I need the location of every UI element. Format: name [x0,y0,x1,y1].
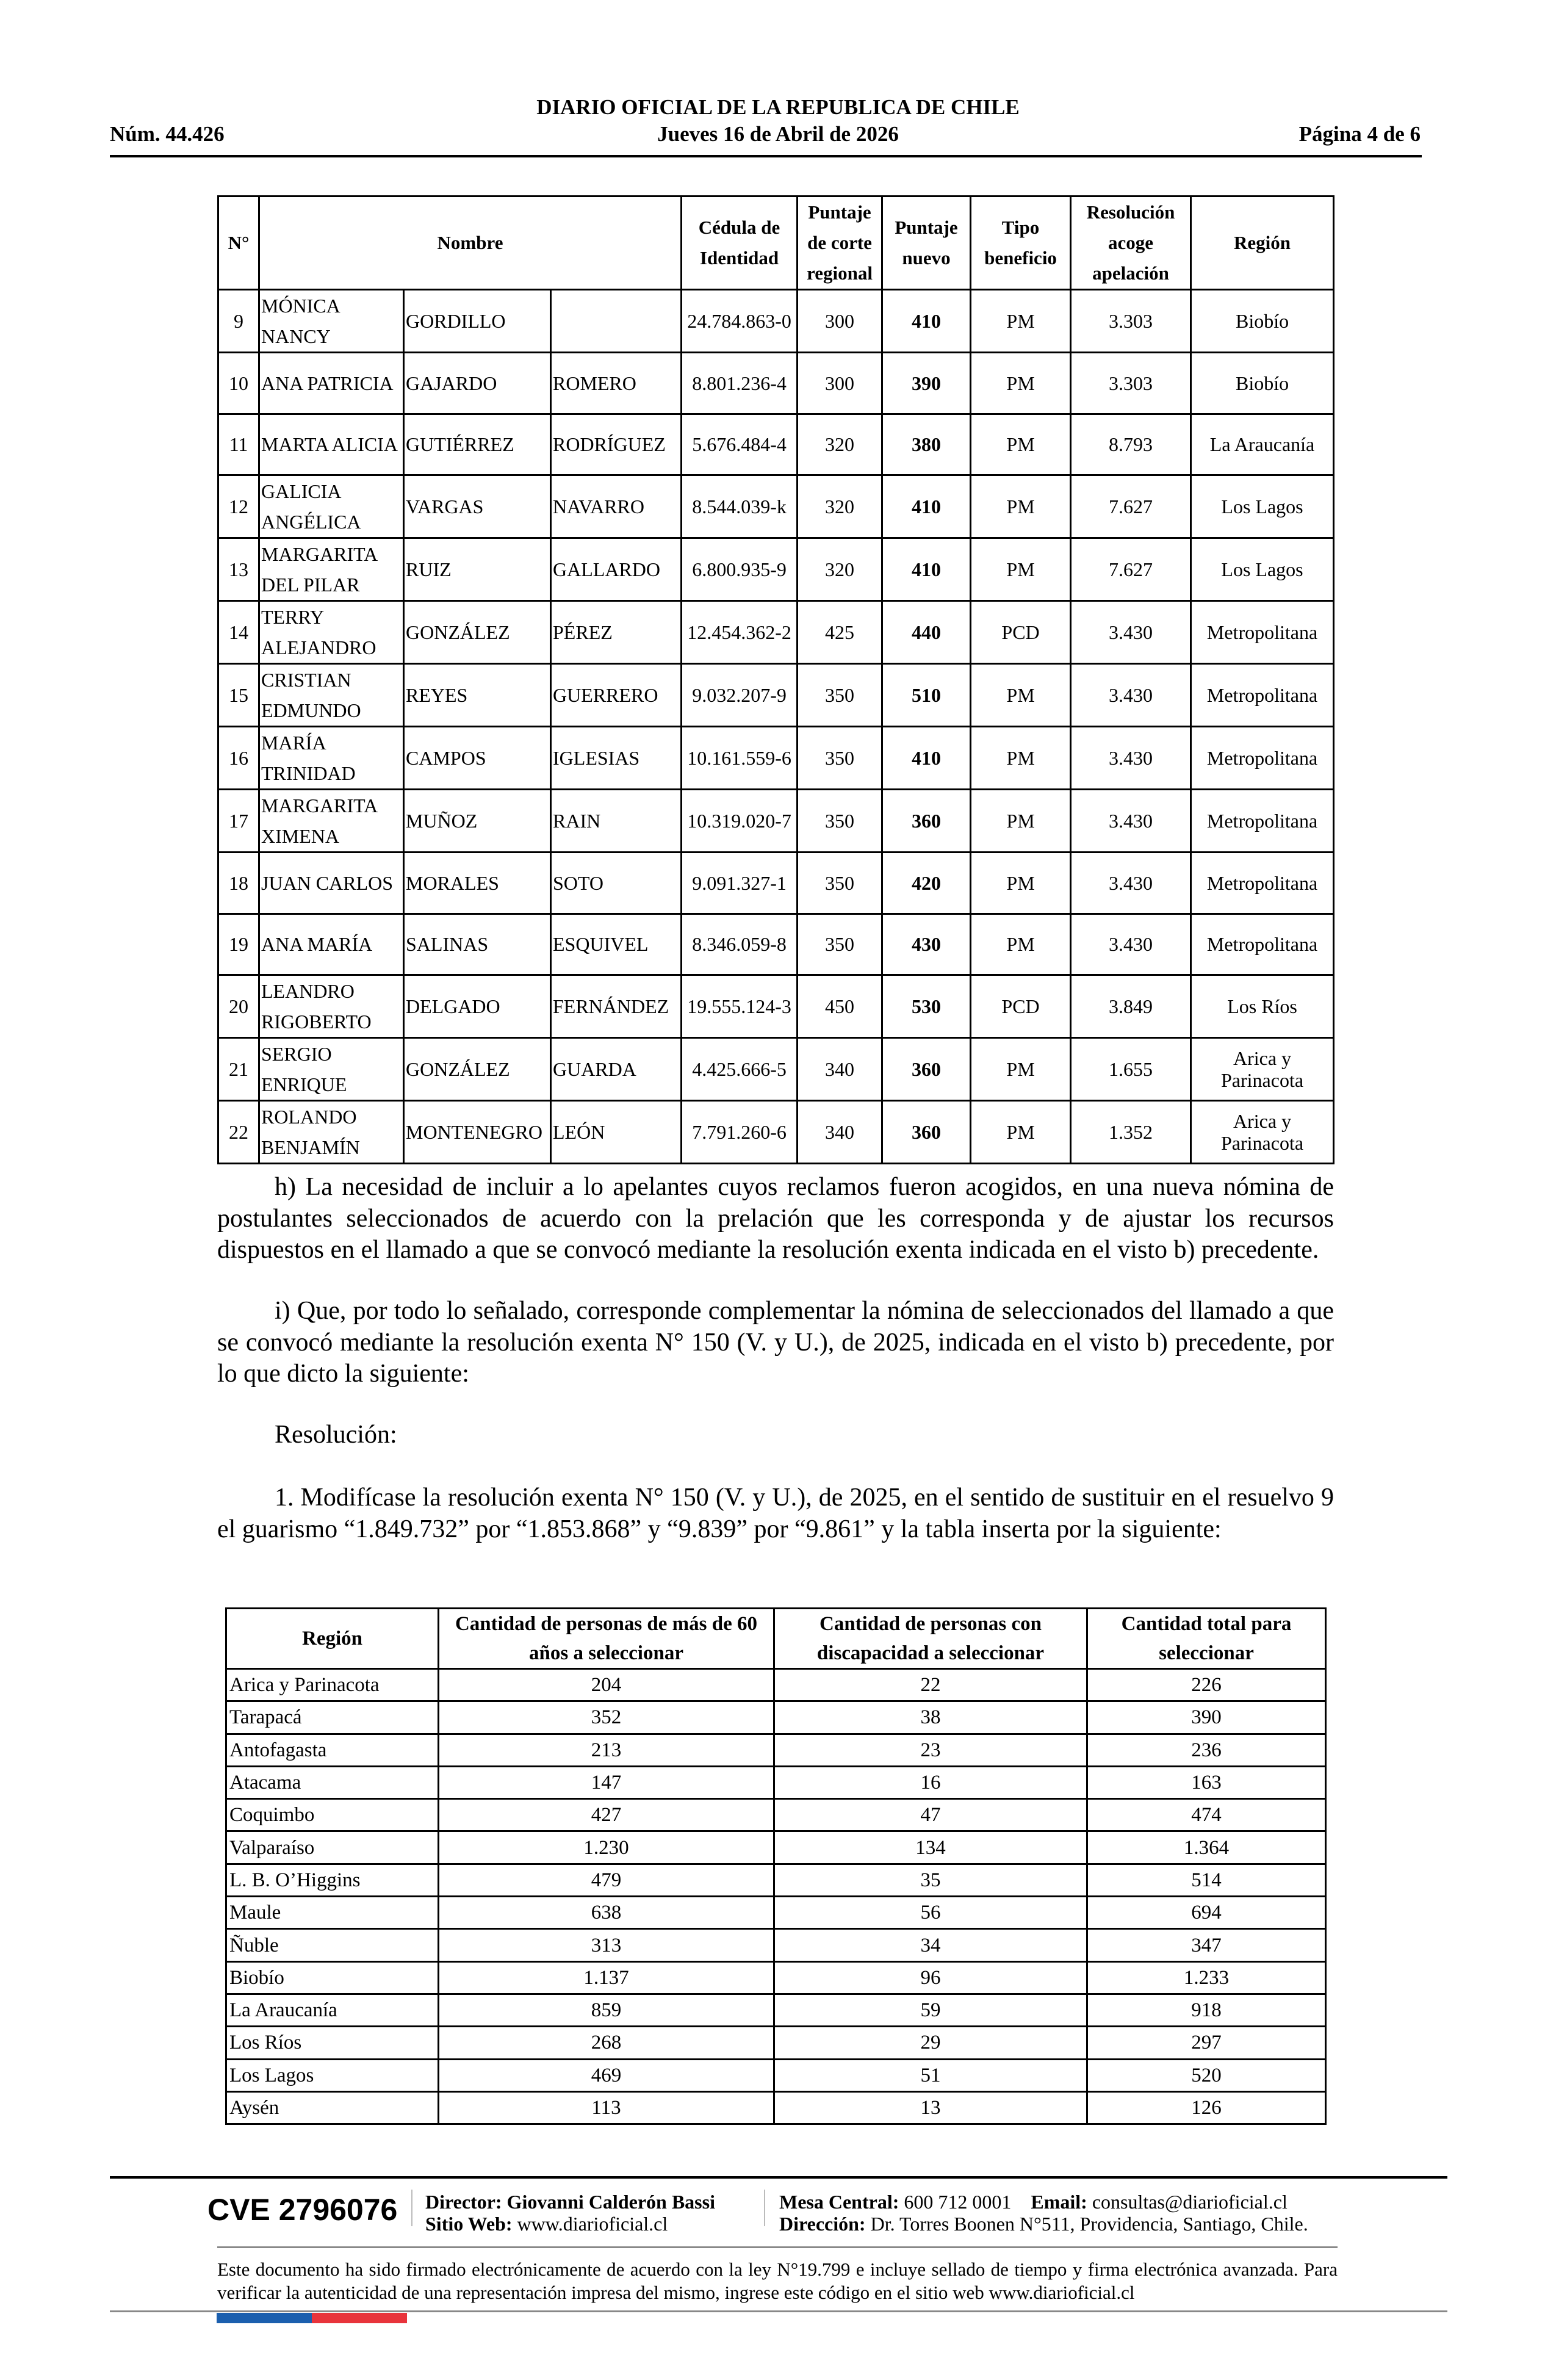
first-names: ANA PATRICIA [259,353,404,414]
resolution-number: 3.849 [1071,975,1191,1038]
region: Biobío [226,1961,439,1994]
surname-2: GALLARDO [551,538,682,601]
footer-rule-top [110,2176,1447,2179]
id-number: 10.161.559-6 [682,727,798,790]
col-type: Tipo beneficio [971,197,1071,290]
region: Metropolitana [1191,790,1334,853]
resolution-number: 7.627 [1071,538,1191,601]
table-row [218,1038,1334,1101]
resolution-number: 1.655 [1071,1038,1191,1101]
surname-2: FERNÁNDEZ [551,975,682,1038]
table-row [226,1961,1326,1994]
first-names: MARÍA TRINIDAD [259,727,404,790]
table-row [218,914,1334,975]
first-names: MARTA ALICIA [259,414,404,475]
flag-red-bar [312,2313,407,2323]
region: Maule [226,1897,439,1929]
first-names: TERRY ALEJANDRO [259,601,404,664]
surname-1: MORALES [404,853,551,914]
region: Valparaíso [226,1831,439,1864]
region: L. B. O’Higgins [226,1864,439,1896]
surname-2: RODRÍGUEZ [551,414,682,475]
disability: 59 [774,1994,1087,2026]
new-score: 410 [882,727,971,790]
new-score: 510 [882,664,971,727]
region: Arica y Parinacota [1191,1038,1334,1101]
region: Los Ríos [226,2027,439,2059]
id-number: 10.319.020-7 [682,790,798,853]
new-score: 420 [882,853,971,914]
disability: 29 [774,2027,1087,2059]
resolution-number: 8.793 [1071,414,1191,475]
over-60: 1.230 [439,1831,774,1864]
first-names: ROLANDO BENJAMÍN [259,1101,404,1164]
disability: 56 [774,1897,1087,1929]
surname-1: CAMPOS [404,727,551,790]
benefit-type: PM [971,1038,1071,1101]
web-line [425,2213,668,2235]
total: 520 [1087,2059,1326,2091]
row-number: 9 [218,290,259,353]
cut-score: 320 [798,538,882,601]
table-row [226,1929,1326,1961]
resolution-number: 7.627 [1071,475,1191,538]
surname-2: GUERRERO [551,664,682,727]
table-row [218,414,1334,475]
resolution-number: 3.430 [1071,601,1191,664]
surname-1: DELGADO [404,975,551,1038]
total: 236 [1087,1734,1326,1766]
total: 514 [1087,1864,1326,1896]
table-row [218,790,1334,853]
surname-1: VARGAS [404,475,551,538]
newspaper-title: DIARIO OFICIAL DE LA REPUBLICA DE CHILE [536,95,1020,119]
surname-1: GONZÁLEZ [404,1038,551,1101]
resolution-number: 3.430 [1071,664,1191,727]
cut-score: 350 [798,727,882,790]
page-number: Página 4 de 6 [1298,122,1421,146]
table-row [218,353,1334,414]
benefit-type: PM [971,727,1071,790]
col-no: N° [218,197,259,290]
total: 163 [1087,1766,1326,1798]
over-60: 859 [439,1994,774,2026]
surname-2: LEÓN [551,1101,682,1164]
region-quota-table [225,1607,1327,2125]
resolution-number: 3.303 [1071,290,1191,353]
benefit-type: PM [971,538,1071,601]
row-number: 17 [218,790,259,853]
region: Los Lagos [1191,538,1334,601]
disability: 134 [774,1831,1087,1864]
total: 347 [1087,1929,1326,1961]
region: Biobío [1191,353,1334,414]
resolution-heading: Resolución: [275,1421,397,1449]
cve-code: CVE 2796076 [207,2193,398,2227]
id-number: 9.091.327-1 [682,853,798,914]
new-score: 390 [882,353,971,414]
region: Arica y Parinacota [226,1669,439,1701]
row-number: 21 [218,1038,259,1101]
table-row [218,601,1334,664]
row-number: 19 [218,914,259,975]
table-row [226,2059,1326,2091]
first-names: LEANDRO RIGOBERTO [259,975,404,1038]
cut-score: 300 [798,353,882,414]
table-row [226,1766,1326,1798]
table-row [218,727,1334,790]
cut-score: 350 [798,664,882,727]
region: Ñuble [226,1929,439,1961]
col-region: Región [1191,197,1334,290]
region: Metropolitana [1191,601,1334,664]
total: 126 [1087,2091,1326,2124]
region: Biobío [1191,290,1334,353]
appellants-table [217,195,1334,1164]
over-60: 113 [439,2091,774,2124]
over-60: 313 [439,1929,774,1961]
new-score: 430 [882,914,971,975]
row-number: 13 [218,538,259,601]
region: Antofagasta [226,1734,439,1766]
over-60: 213 [439,1734,774,1766]
region: Arica y Parinacota [1191,1101,1334,1164]
region: Metropolitana [1191,727,1334,790]
new-score: 410 [882,538,971,601]
total: 1.364 [1087,1831,1326,1864]
over-60: 469 [439,2059,774,2091]
contact-line [779,2191,1288,2213]
first-names: SERGIO ENRIQUE [259,1038,404,1101]
id-number: 8.346.059-8 [682,914,798,975]
resolution-number: 3.430 [1071,853,1191,914]
first-names: MARGARITA XIMENA [259,790,404,853]
benefit-type: PCD [971,975,1071,1038]
col-name: Nombre [259,197,682,290]
surname-2: SOTO [551,853,682,914]
new-score: 360 [882,790,971,853]
region: Los Ríos [1191,975,1334,1038]
row-number: 15 [218,664,259,727]
region: Tarapacá [226,1701,439,1734]
web-label: Sitio Web: [425,2213,513,2235]
disability: 35 [774,1864,1087,1896]
cut-score: 350 [798,853,882,914]
benefit-type: PM [971,353,1071,414]
row-number: 20 [218,975,259,1038]
cut-score: 300 [798,290,882,353]
id-number: 12.454.362-2 [682,601,798,664]
cut-score: 320 [798,475,882,538]
table-row [218,538,1334,601]
id-number: 24.784.863-0 [682,290,798,353]
region: Metropolitana [1191,853,1334,914]
region: Los Lagos [1191,475,1334,538]
region: Los Lagos [226,2059,439,2091]
total: 474 [1087,1799,1326,1831]
benefit-type: PM [971,290,1071,353]
total: 297 [1087,2027,1326,2059]
surname-1: REYES [404,664,551,727]
address: Dr. Torres Boonen N°511, Providencia, Santiago, Chile. [870,2213,1308,2235]
total: 918 [1087,1994,1326,2026]
region: La Araucanía [1191,414,1334,475]
over-60: 352 [439,1701,774,1734]
paragraph-1: 1. Modifícase la resolución exenta N° 150 (V. y U.), de 2025, en el sentido de sustituir en el resuelvo 9 el guarismo “1.849.732” por “1.853.868” y “9.839” por “9.861” y la tabla inserta por la siguiente: [217,1484,1334,1543]
row-number: 14 [218,601,259,664]
cut-score: 340 [798,1038,882,1101]
table-row [226,1799,1326,1831]
footer-divider [764,2190,765,2226]
disability: 34 [774,1929,1087,1961]
surname-2: RAIN [551,790,682,853]
col-res: Resolución acoge apelación [1071,197,1191,290]
email-link[interactable]: consultas@diarioficial.cl [1092,2191,1288,2213]
region: Metropolitana [1191,664,1334,727]
disability: 22 [774,1669,1087,1701]
table-row [226,1831,1326,1864]
resolution-number: 3.430 [1071,790,1191,853]
row-number: 16 [218,727,259,790]
paragraph-h: h) La necesidad de incluir a lo apelantes cuyos reclamos fueron acogidos, en una nueva nómina de postulantes seleccionados de acuerdo con la prelación que les corresponda y de ajustar los recursos dispuestos en el llamado a que se convocó mediante la resolución exenta indicada en el visto b) precedente. [217,1173,1334,1264]
id-number: 9.032.207-9 [682,664,798,727]
surname-2: ROMERO [551,353,682,414]
cut-score: 350 [798,790,882,853]
resolution-number: 3.430 [1071,727,1191,790]
first-names: CRISTIAN EDMUNDO [259,664,404,727]
first-names: GALICIA ANGÉLICA [259,475,404,538]
new-score: 410 [882,290,971,353]
benefit-type: PM [971,853,1071,914]
benefit-type: PM [971,790,1071,853]
id-number: 19.555.124-3 [682,975,798,1038]
total: 1.233 [1087,1961,1326,1994]
benefit-type: PM [971,414,1071,475]
surname-1: MONTENEGRO [404,1101,551,1164]
over-60: 1.137 [439,1961,774,1994]
surname-1: RUIZ [404,538,551,601]
disability: 13 [774,2091,1087,2124]
id-number: 8.544.039-k [682,475,798,538]
table-row [226,1701,1326,1734]
total: 226 [1087,1669,1326,1701]
table-row [218,1101,1334,1164]
surname-1: MUÑOZ [404,790,551,853]
resolution-number: 3.303 [1071,353,1191,414]
id-number: 5.676.484-4 [682,414,798,475]
surname-2: NAVARRO [551,475,682,538]
disability: 38 [774,1701,1087,1734]
issue-date: Jueves 16 de Abril de 2026 [657,122,899,146]
new-score: 360 [882,1038,971,1101]
resolution-number: 3.430 [1071,914,1191,975]
director-label: Director: [425,2191,502,2213]
total: 390 [1087,1701,1326,1734]
header-rule [110,155,1422,157]
new-score: 530 [882,975,971,1038]
flag-blue-bar [217,2313,312,2323]
over-60: 427 [439,1799,774,1831]
disability: 51 [774,2059,1087,2091]
surname-1: GUTIÉRREZ [404,414,551,475]
id-number: 8.801.236-4 [682,353,798,414]
id-number: 6.800.935-9 [682,538,798,601]
row-number: 12 [218,475,259,538]
first-names: JUAN CARLOS [259,853,404,914]
table-row [226,1734,1326,1766]
disability: 96 [774,1961,1087,1994]
region: Aysén [226,2091,439,2124]
row-number: 11 [218,414,259,475]
table-row [218,290,1334,353]
email-label: Email: [1031,2191,1087,2213]
surname-1: GAJARDO [404,353,551,414]
director-line [425,2191,715,2213]
new-score: 360 [882,1101,971,1164]
disability: 23 [774,1734,1087,1766]
col-total: Cantidad total para seleccionar [1087,1609,1326,1669]
table-row [218,664,1334,727]
disability: 16 [774,1766,1087,1798]
over-60: 479 [439,1864,774,1896]
cut-score: 350 [798,914,882,975]
table-row [218,475,1334,538]
col-id: Cédula de Identidad [682,197,798,290]
over-60: 204 [439,1669,774,1701]
cut-score: 340 [798,1101,882,1164]
table-row [226,1864,1326,1896]
table-row [226,1994,1326,2026]
table-row [226,1897,1326,1929]
surname-2: ESQUIVEL [551,914,682,975]
benefit-type: PM [971,914,1071,975]
region: Metropolitana [1191,914,1334,975]
row-number: 10 [218,353,259,414]
table-row [226,1669,1326,1701]
issue-number: Núm. 44.426 [110,122,225,146]
surname-2: GUARDA [551,1038,682,1101]
region: Coquimbo [226,1799,439,1831]
surname-1: GORDILLO [404,290,551,353]
row-number: 18 [218,853,259,914]
director-name: Giovanni Calderón Bassi [506,2191,715,2213]
new-score: 440 [882,601,971,664]
paragraph-i: i) Que, por todo lo señalado, corresponde complementar la nómina de seleccionados del llamado a que se convocó mediante la resolución exenta N° 150 (V. y U.), de 2025, indicada en el visto b) precedente, por lo que dicto la siguiente: [217,1297,1334,1388]
resolution-number: 1.352 [1071,1101,1191,1164]
id-number: 7.791.260-6 [682,1101,798,1164]
table-row [218,975,1334,1038]
benefit-type: PM [971,1101,1071,1164]
disability: 47 [774,1799,1087,1831]
col-region: Región [226,1609,439,1669]
region: La Araucanía [226,1994,439,2026]
new-score: 410 [882,475,971,538]
col-disability: Cantidad de personas con discapacidad a seleccionar [774,1609,1087,1669]
cut-score: 425 [798,601,882,664]
table-row [226,2027,1326,2059]
col-new: Puntaje nuevo [882,197,971,290]
surname-1: SALINAS [404,914,551,975]
web-link[interactable]: www.diarioficial.cl [517,2213,668,2235]
address-label: Dirección: [779,2213,866,2235]
first-names: ANA MARÍA [259,914,404,975]
row-number: 22 [218,1101,259,1164]
mesa-label: Mesa Central: [779,2191,899,2213]
surname-2 [551,290,682,353]
footer-rule-bottom [110,2310,1447,2312]
col-cut: Puntaje de corte regional [798,197,882,290]
over-60: 147 [439,1766,774,1798]
first-names: MÓNICA NANCY [259,290,404,353]
surname-2: PÉREZ [551,601,682,664]
cut-score: 450 [798,975,882,1038]
col-over-60: Cantidad de personas de más de 60 años a seleccionar [439,1609,774,1669]
address-line [779,2213,1308,2235]
signature-notice: Este documento ha sido firmado electrónicamente de acuerdo con la ley N°19.799 e incluye sellado de tiempo y firma electrónica avanzada. Para verificar la autenticidad de una representación impresa del mismo, ingrese este código en el sitio web www.diarioficial.cl [217,2259,1338,2303]
benefit-type: PCD [971,601,1071,664]
id-number: 4.425.666-5 [682,1038,798,1101]
cut-score: 320 [798,414,882,475]
surname-2: IGLESIAS [551,727,682,790]
total: 694 [1087,1897,1326,1929]
table-row [218,853,1334,914]
new-score: 380 [882,414,971,475]
benefit-type: PM [971,664,1071,727]
first-names: MARGARITA DEL PILAR [259,538,404,601]
over-60: 268 [439,2027,774,2059]
benefit-type: PM [971,475,1071,538]
over-60: 638 [439,1897,774,1929]
region: Atacama [226,1766,439,1798]
footer-rule-mid [217,2246,1338,2248]
surname-1: GONZÁLEZ [404,601,551,664]
mesa-phone: 600 712 0001 [904,2191,1012,2213]
table-row [226,2091,1326,2124]
footer-divider [411,2190,412,2226]
